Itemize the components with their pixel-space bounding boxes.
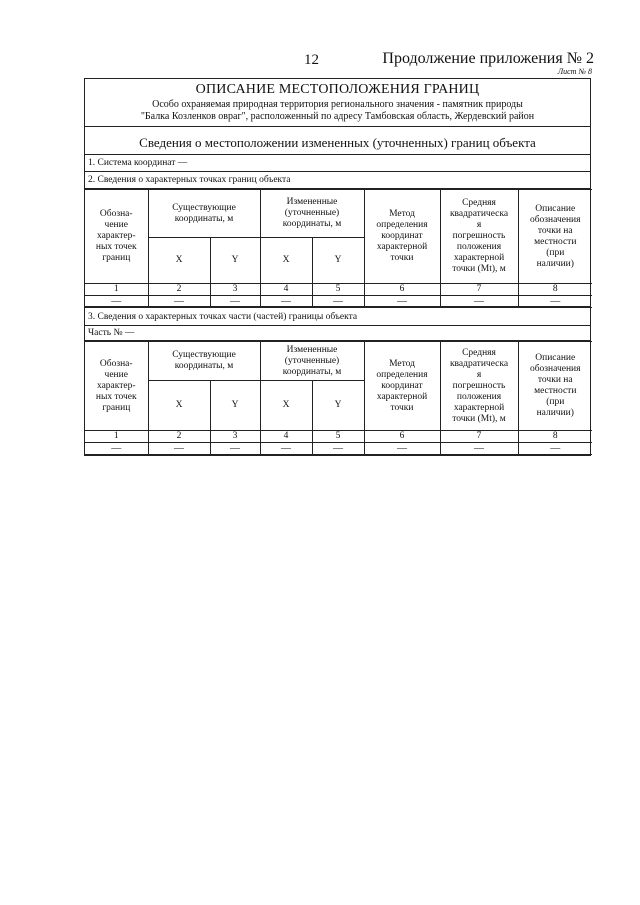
col-mean-error: Средняя квадратическа я погрешность положения характерной точки (Mt), м — [440, 342, 518, 431]
empty-cell: — — [148, 443, 210, 455]
col-existing-coords: Существующие координаты, м — [148, 190, 260, 238]
col-existing-coords: Существующие координаты, м — [148, 342, 260, 381]
col-changed-coords: Измененные (уточненные) координаты, м — [260, 190, 364, 238]
column-number: 6 — [364, 431, 440, 443]
coordinate-system: 1. Система координат — — [85, 155, 590, 172]
sub-x-existing: X — [148, 238, 210, 284]
empty-cell: — — [260, 296, 312, 308]
column-number: 1 — [85, 431, 148, 443]
empty-cell: — — [440, 443, 518, 455]
sub-y-existing: Y — [210, 381, 260, 431]
table-row — [85, 443, 592, 455]
sub-x-changed: X — [260, 381, 312, 431]
col-method: Метод определения координат характерной точки — [364, 342, 440, 431]
object-description: Особо охраняемая природная территория регионального значения - памятник природы — [152, 99, 523, 110]
column-number: 8 — [518, 284, 592, 296]
empty-cell: — — [210, 296, 260, 308]
table2-caption: 3. Сведения о характерных точках части (частей) границы объекта — [85, 306, 590, 326]
object-address: "Балка Козленков овраг", расположенный по адресу Тамбовская область, Жердевский район — [140, 111, 535, 122]
empty-cell: — — [518, 296, 592, 308]
boundary-description-form — [84, 78, 591, 456]
column-number: 8 — [518, 431, 592, 443]
empty-cell: — — [312, 296, 364, 308]
empty-cell: — — [440, 296, 518, 308]
column-number: 7 — [440, 284, 518, 296]
column-number: 3 — [210, 284, 260, 296]
column-number: 2 — [148, 431, 210, 443]
sub-x-existing: X — [148, 381, 210, 431]
column-number: 2 — [148, 284, 210, 296]
table1-caption: 2. Сведения о характерных точках границ объекта — [85, 172, 590, 189]
sub-y-changed: Y — [312, 381, 364, 431]
table-part-points — [85, 341, 592, 455]
table-characteristic-points — [85, 189, 592, 308]
sub-y-changed: Y — [312, 238, 364, 284]
sub-x-changed: X — [260, 238, 312, 284]
form-title: ОПИСАНИЕ МЕСТОПОЛОЖЕНИЯ ГРАНИЦ — [195, 82, 480, 97]
column-number: 6 — [364, 284, 440, 296]
empty-cell: — — [85, 296, 148, 308]
empty-cell: — — [364, 296, 440, 308]
column-number-row — [85, 431, 592, 443]
sub-y-existing: Y — [210, 238, 260, 284]
col-description: Описание обозначения точки на местности (при наличии) — [518, 342, 592, 431]
empty-cell: — — [312, 443, 364, 455]
empty-cell: — — [210, 443, 260, 455]
col-mean-error: Средняя квадратическа я погрешность положения характерной точки (Mt), м — [440, 190, 518, 284]
appendix-label: Продолжение приложения № 2 — [382, 50, 594, 67]
column-number: 1 — [85, 284, 148, 296]
empty-cell: — — [85, 443, 148, 455]
empty-cell: — — [518, 443, 592, 455]
column-number-row — [85, 284, 592, 296]
empty-cell: — — [364, 443, 440, 455]
col-designation: Обозна- чение характер- ных точек границ — [85, 190, 148, 284]
section-title: Сведения о местоположении измененных (уточненных) границ объекта — [85, 127, 590, 155]
empty-cell: — — [148, 296, 210, 308]
col-changed-coords: Измененные (уточненные) координаты, м — [260, 342, 364, 381]
sheet-label: Лист № 8 — [557, 67, 592, 76]
column-number: 5 — [312, 431, 364, 443]
column-number: 5 — [312, 284, 364, 296]
form-header — [85, 79, 590, 127]
column-number: 7 — [440, 431, 518, 443]
col-description: Описание обозначения точки на местности (при наличии) — [518, 190, 592, 284]
page-number: 12 — [304, 52, 319, 68]
column-number: 4 — [260, 431, 312, 443]
col-method: Метод определения координат характерной точки — [364, 190, 440, 284]
part-number: Часть № — — [85, 326, 590, 341]
column-number: 3 — [210, 431, 260, 443]
column-number: 4 — [260, 284, 312, 296]
col-designation: Обозна- чение характер- ных точек границ — [85, 342, 148, 431]
empty-cell: — — [260, 443, 312, 455]
